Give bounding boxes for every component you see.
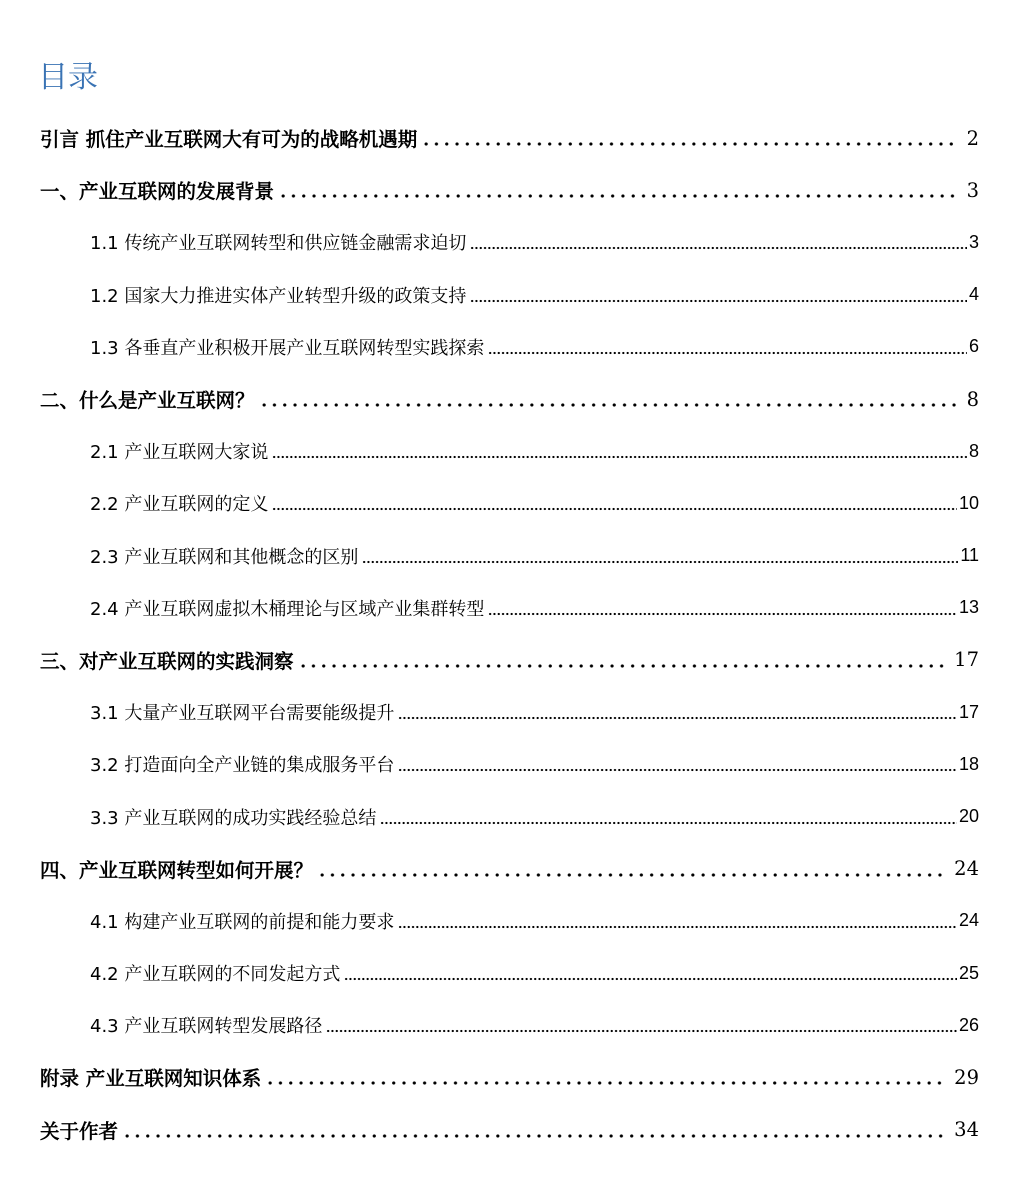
toc-page-number: 8 (966, 387, 979, 411)
toc-page-number: 25 (958, 962, 979, 983)
toc-dot-leader (326, 1028, 957, 1034)
toc-section-entry[interactable] (0, 269, 1033, 321)
toc-entry-title: 2.3 产业互联网和其他概念的区别 (90, 546, 359, 568)
toc-section-entry[interactable] (0, 582, 1033, 634)
toc-chapter-entry[interactable] (0, 1051, 1033, 1103)
toc-dot-leader (272, 506, 957, 512)
toc-chapter-entry[interactable] (0, 634, 1033, 686)
toc-entry-title: 二、什么是产业互联网？ (40, 389, 255, 413)
toc-entry-title: 3.3 产业互联网的成功实践经验总结 (90, 807, 377, 829)
toc-entry-title: 关于作者 (40, 1119, 119, 1143)
toc-title: 目录 (38, 60, 98, 95)
toc-dot-leader (470, 245, 967, 251)
toc-chapter-entry[interactable] (0, 373, 1033, 425)
toc-page-number: 11 (960, 545, 979, 566)
toc-entry-title: 4.2 产业互联网的不同发起方式 (90, 964, 341, 986)
toc-page-number: 24 (958, 910, 979, 931)
toc-section-entry[interactable] (0, 425, 1033, 477)
toc-chapter-entry[interactable] (0, 843, 1033, 895)
toc-entry-title: 3.2 打造面向全产业链的集成服务平台 (90, 755, 395, 777)
toc-section-entry[interactable] (0, 947, 1033, 999)
toc-dot-leader (398, 767, 957, 773)
toc-entry-title: 1.3 各垂直产业积极开展产业互联网转型实践探索 (90, 337, 485, 359)
toc-dot-leader (317, 872, 944, 878)
toc-section-entry[interactable] (0, 530, 1033, 582)
toc-page-number: 20 (958, 806, 979, 827)
toc-dot-leader (278, 193, 957, 199)
toc-entry-title: 4.3 产业互联网转型发展路径 (90, 1016, 323, 1038)
toc-page-number: 10 (958, 492, 979, 513)
toc-entry-title: 一、产业互联网的发展背景 (40, 180, 275, 204)
toc-dot-leader (488, 611, 957, 617)
toc-dot-leader (380, 820, 957, 826)
toc-dot-leader (398, 924, 957, 930)
toc-dot-leader (362, 559, 958, 565)
toc-page-number: 3 (966, 178, 979, 202)
toc-section-entry[interactable] (0, 477, 1033, 529)
toc-page-number: 3 (968, 231, 979, 252)
toc-entry-title: 2.4 产业互联网虚拟木桶理论与区域产业集群转型 (90, 598, 485, 620)
toc-page-number: 8 (968, 440, 979, 461)
toc-entry-title: 四、产业互联网转型如何开展？ (40, 858, 314, 882)
toc-dot-leader (122, 1133, 944, 1139)
toc-page-number: 29 (954, 1065, 979, 1089)
toc-entry-title: 引言 抓住产业互联网大有可为的战略机遇期 (40, 128, 418, 152)
toc-entry-title: 三、对产业互联网的实践洞察 (40, 649, 294, 673)
toc-section-entry[interactable] (0, 686, 1033, 738)
toc-section-entry[interactable] (0, 999, 1033, 1051)
toc-page-number: 17 (958, 701, 979, 722)
toc-page-number: 18 (958, 753, 979, 774)
toc-chapter-entry[interactable] (0, 164, 1033, 216)
toc-page-number: 34 (954, 1118, 979, 1142)
toc-page-number: 13 (958, 597, 979, 618)
toc-entry-title: 1.2 国家大力推进实体产业转型升级的政策支持 (90, 285, 467, 307)
toc-entry-title: 3.1 大量产业互联网平台需要能级提升 (90, 703, 395, 725)
toc-dot-leader (265, 1080, 944, 1086)
toc-dot-leader (470, 298, 967, 304)
toc-section-entry[interactable] (0, 321, 1033, 373)
toc-dot-leader (259, 402, 957, 408)
toc-page-number: 17 (954, 648, 979, 672)
toc-section-entry[interactable] (0, 738, 1033, 790)
toc-dot-leader (421, 141, 956, 147)
toc-chapter-entry[interactable] (0, 1104, 1033, 1156)
toc-page-number: 4 (968, 284, 979, 305)
toc-entry-title: 2.1 产业互联网大家说 (90, 442, 269, 464)
toc-page-number: 24 (954, 857, 979, 881)
toc-entry-title: 附录 产业互联网知识体系 (40, 1067, 262, 1091)
toc-page-number: 6 (968, 336, 979, 357)
toc-dot-leader (272, 454, 967, 460)
toc-entry-title: 1.1 传统产业互联网转型和供应链金融需求迫切 (90, 233, 467, 255)
toc-entry-title: 4.1 构建产业互联网的前提和能力要求 (90, 911, 395, 933)
toc-dot-leader (344, 976, 957, 982)
toc-chapter-entry[interactable] (0, 112, 1033, 164)
toc-page-number: 2 (966, 126, 979, 150)
toc-section-entry[interactable] (0, 216, 1033, 268)
toc-dot-leader (488, 350, 967, 356)
toc-page-number: 26 (958, 1014, 979, 1035)
toc-dot-leader (298, 663, 945, 669)
toc-dot-leader (398, 715, 957, 721)
toc-section-entry[interactable] (0, 790, 1033, 842)
toc-section-entry[interactable] (0, 895, 1033, 947)
toc-entry-title: 2.2 产业互联网的定义 (90, 494, 269, 516)
table-of-contents (0, 112, 1033, 1156)
